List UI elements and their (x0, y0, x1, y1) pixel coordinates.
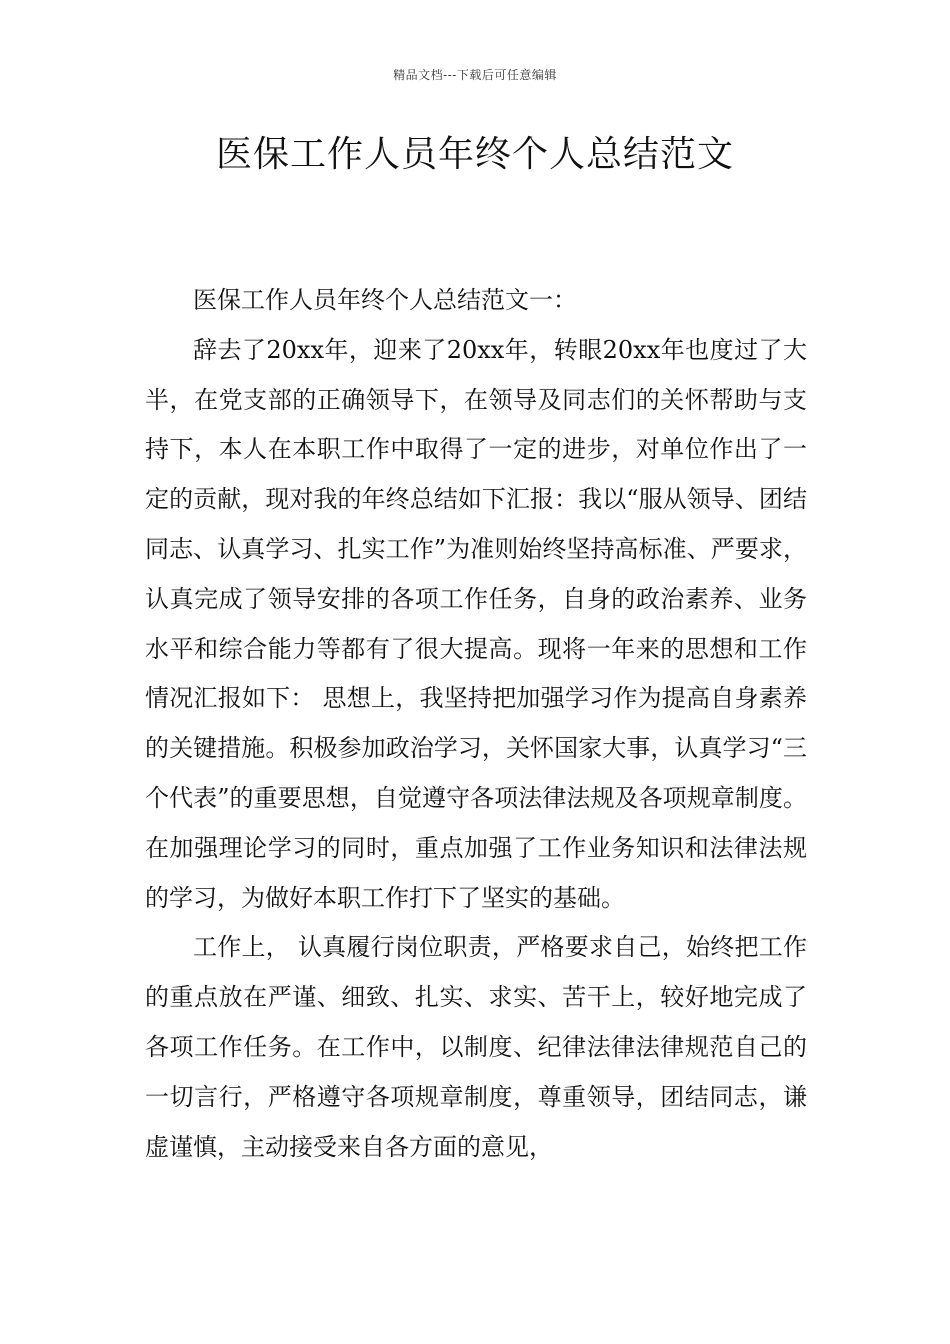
section-subheading: 医保工作人员年终个人总结范文一： (193, 286, 577, 314)
body-paragraph-1: 辞去了20xx年，迎来了20xx年，转眼20xx年也度过了大半，在党支部的正确领导下，在领导及同志们的关怀帮助与支持下，本人在本职工作中取得了一定的进步，对单位作出了一定的贡献，现对我的年终总结如下汇报：我以“服从领导、团结同志、认真学习、扎实工作”为准则始终坚持高标准、严要求，认真完成了领导安排的各项工作任务，自身的政治素养、业务水平和综合能力等都有了很大提高。现将一年来的思想和工作情况汇报如下： 思想上，我坚持把加强学习作为提高自身素养的关键措施。积极参加政治学习，关怀国家大事，认真学习“三个代表”的重要思想，自觉遵守各项法律法规及各项规章制度。在加强理论学习的同时，重点加强了工作业务知识和法律法规的学习，为做好本职工作打下了坚实的基础。 (145, 335, 807, 912)
body-paragraph-2: 工作上， 认真履行岗位职责，严格要求自己，始终把工作的重点放在严谨、细致、扎实、求实、苦干上，较好地完成了各项工作任务。在工作中，以制度、纪律法律法律规范自己的一切言行，严格遵守各项规章制度，尊重领导，团结同志，谦虚谨慎，主动接受来自各方面的意见， (145, 933, 807, 1161)
document-body (145, 276, 807, 1172)
header-note: 精品文档---下载后可任意编辑 (393, 68, 557, 82)
document-title: 医保工作人员年终个人总结范文 (215, 134, 734, 175)
